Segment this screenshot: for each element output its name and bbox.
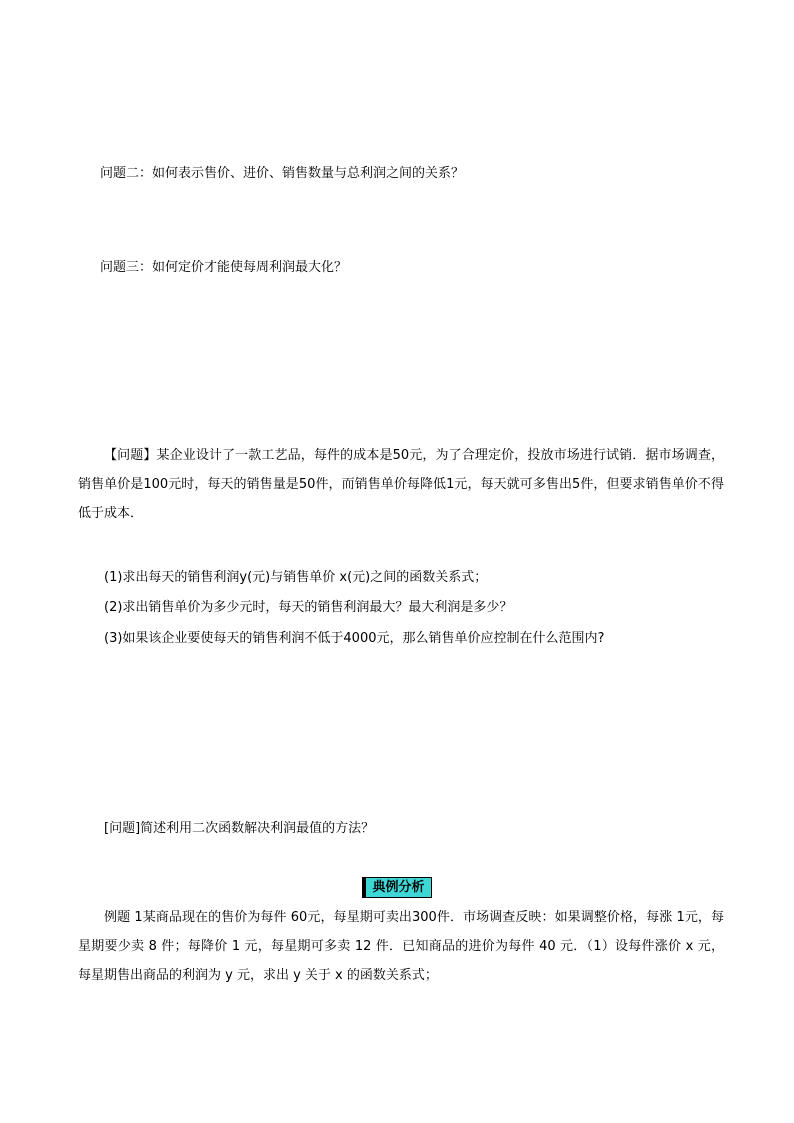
section-heading-badge: 典例分析 [365,877,431,898]
question-three: 问题三：如何定价才能使每周利润最大化？ [100,260,348,275]
problem-part-3: (3)如果该企业要使每天的销售利润不低于4000元，那么销售单价应控制在什么范围内? [104,631,605,646]
example-1: 例题 1某商品现在的售价为每件 60元，每星期可卖出300件．市场调查反映：如果调整价格，每涨 1元，每星期要少卖 8 件；每降价 1 元，每星期可多卖 12 件．已知商品的进价为每件 40 元．（1）设每件涨价 x 元，每星期售出商品的利润为 y 元，求出 y 关于 x 的函数关系式； [78,910,724,983]
summary-question: [问题]简述利用二次函数解决利润最值的方法？ [104,821,375,836]
question-two: 问题二：如何表示售价、进价、销售数量与总利润之间的关系？ [100,166,465,181]
problem-part-1: (1)求出每天的销售利润y(元)与销售单价 x(元)之间的函数关系式； [104,570,488,585]
problem-intro: 【问题】某企业设计了一款工艺品，每件的成本是50元，为了合理定价，投放市场进行试销．据市场调查，销售单价是100元时，每天的销售量是50件，而销售单价每降低1元，每天就可多售出5件，但要求销售单价不得低于成本． [78,448,724,521]
problem-part-2: (2)求出销售单价为多少元时，每天的销售利润最大？最大利润是多少？ [104,600,513,615]
section-heading-wrap [0,876,794,898]
